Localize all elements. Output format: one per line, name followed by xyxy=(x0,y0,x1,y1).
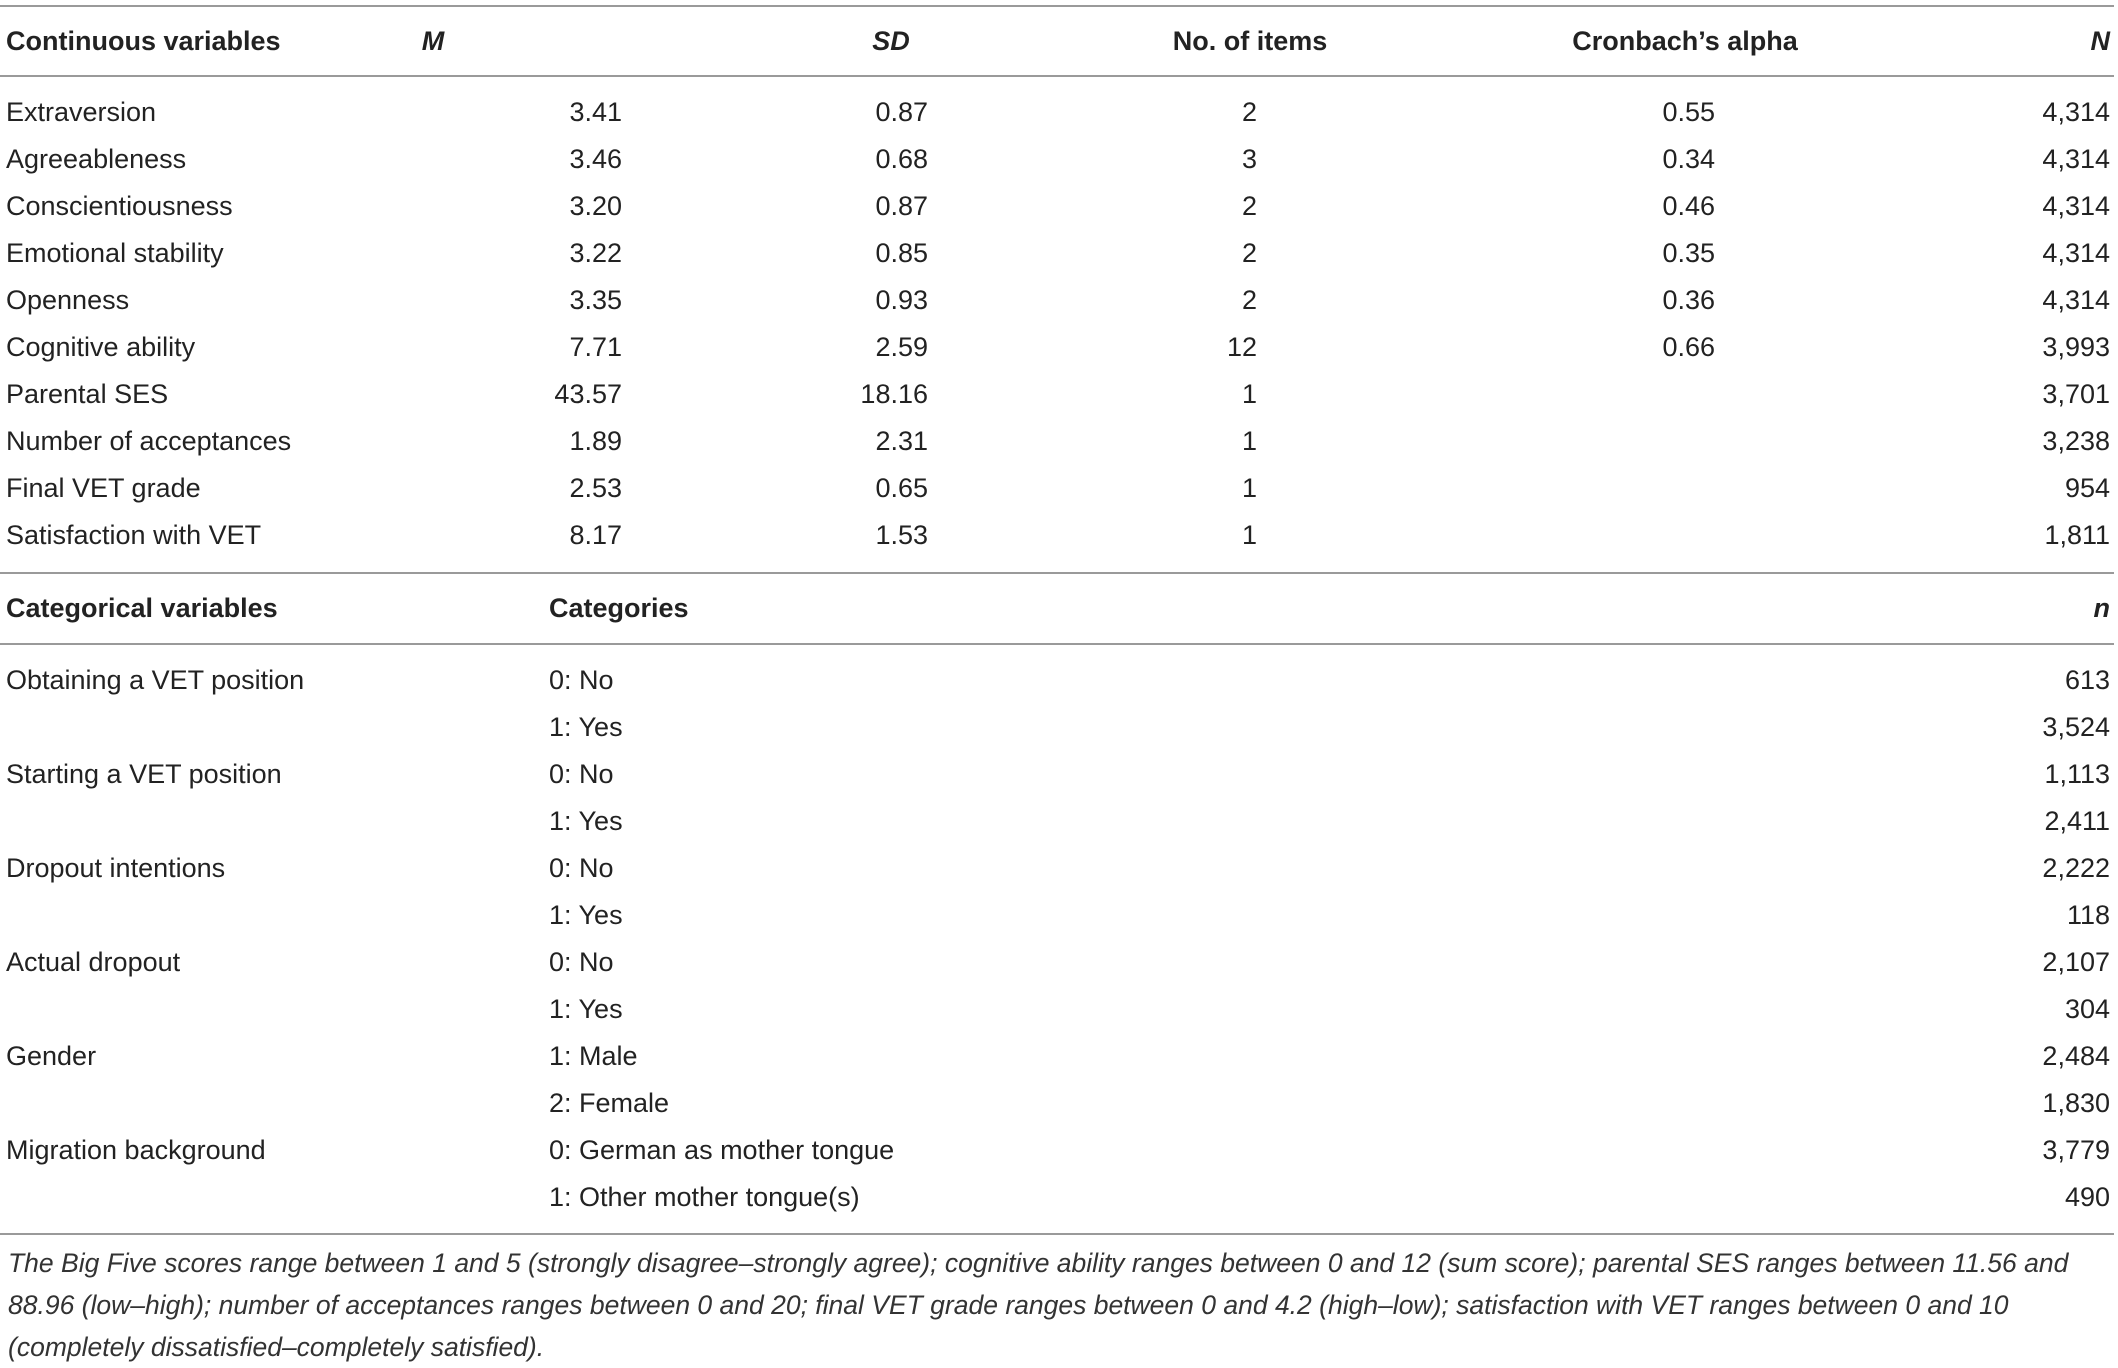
table-row xyxy=(0,704,2118,751)
n-value: 4,314 xyxy=(2042,238,2110,268)
mean-value: 43.57 xyxy=(554,379,622,409)
variable-name: Number of acceptances xyxy=(6,426,292,456)
mean-value: 3.41 xyxy=(569,97,622,127)
sd-value: 0.87 xyxy=(875,191,928,221)
alpha-value: 0.36 xyxy=(1662,285,1715,315)
table-row xyxy=(0,324,2118,371)
header-categorical-variables: Categorical variables xyxy=(6,593,278,623)
header-mean: M xyxy=(421,26,445,56)
variable-name: Starting a VET position xyxy=(6,759,282,789)
items-value: 1 xyxy=(1241,379,1257,409)
sd-value: 2.59 xyxy=(875,332,928,362)
table-row xyxy=(0,277,2118,324)
items-value: 3 xyxy=(1241,144,1257,174)
items-value: 1 xyxy=(1241,520,1257,550)
mean-value: 7.71 xyxy=(569,332,622,362)
n-value: 304 xyxy=(2064,994,2110,1024)
n-value: 2,411 xyxy=(2044,806,2110,836)
n-value: 3,701 xyxy=(2042,379,2110,409)
mean-value: 3.20 xyxy=(569,191,622,221)
table-row xyxy=(0,418,2118,465)
alpha-value: 0.34 xyxy=(1662,144,1715,174)
items-value: 2 xyxy=(1241,285,1257,315)
table-row xyxy=(0,1174,2118,1221)
alpha-value xyxy=(1500,371,1715,418)
header-categories: Categories xyxy=(549,593,689,623)
table-row xyxy=(0,371,2118,418)
category-value: 1: Male xyxy=(549,1041,638,1071)
variable-name: Parental SES xyxy=(6,379,169,409)
n-value: 2,222 xyxy=(2042,853,2110,883)
table-row xyxy=(0,136,2118,183)
variable-name: Extraversion xyxy=(6,97,157,127)
variable-name: Satisfaction with VET xyxy=(6,520,262,550)
n-value: 954 xyxy=(2064,473,2110,503)
n-value: 3,238 xyxy=(2042,426,2110,456)
items-value: 2 xyxy=(1241,97,1257,127)
category-value: 0: No xyxy=(549,853,614,883)
header-n: n xyxy=(2093,593,2110,623)
sd-value: 0.85 xyxy=(875,238,928,268)
alpha-value xyxy=(1500,465,1715,512)
sd-value: 0.87 xyxy=(875,97,928,127)
table-row xyxy=(0,657,2118,704)
sd-value: 2.31 xyxy=(875,426,928,456)
variable-name: Final VET grade xyxy=(6,473,201,503)
sd-value: 0.93 xyxy=(875,285,928,315)
sd-value: 0.68 xyxy=(875,144,928,174)
n-value: 490 xyxy=(2064,1182,2110,1212)
table-footnote: The Big Five scores range between 1 and 5 (strongly disagree–strongly agree); cognitive ability ranges between 0 and 12 (sum score); parental SES ranges between 11.56 and 88.96 (low–high); number of acceptances ranges between 0 and 20; final VET grade ranges between 0 and 4.2 (high–low); satisfaction with VET ranges between 0 and 10 (completely dissatisfied–completely satisfied). xyxy=(8,1248,2069,1362)
table-row xyxy=(0,89,2118,136)
variable-name: Agreeableness xyxy=(6,144,187,174)
variable-name: Dropout intentions xyxy=(6,853,226,883)
alpha-value xyxy=(1500,512,1715,559)
n-value: 4,314 xyxy=(2042,97,2110,127)
n-value: 3,524 xyxy=(2042,712,2110,742)
category-value: 0: No xyxy=(549,759,614,789)
alpha-value: 0.46 xyxy=(1662,191,1715,221)
category-value: 1: Yes xyxy=(549,806,623,836)
categorical-header-row xyxy=(0,573,2118,623)
alpha-value: 0.55 xyxy=(1662,97,1715,127)
n-value: 1,811 xyxy=(2044,520,2110,550)
n-value: 2,107 xyxy=(2042,947,2110,977)
table-row xyxy=(0,465,2118,512)
table-row xyxy=(0,939,2118,986)
table-row xyxy=(0,183,2118,230)
table-row xyxy=(0,892,2118,939)
n-value: 1,113 xyxy=(2044,759,2110,789)
items-value: 2 xyxy=(1241,238,1257,268)
table-row xyxy=(0,986,2118,1033)
mean-value: 3.22 xyxy=(569,238,622,268)
alpha-value: 0.66 xyxy=(1662,332,1715,362)
table-row xyxy=(0,798,2118,845)
mean-value: 3.35 xyxy=(569,285,622,315)
variable-name: Obtaining a VET position xyxy=(6,665,305,695)
mean-value: 8.17 xyxy=(569,520,622,550)
n-value: 3,993 xyxy=(2042,332,2110,362)
categorical-header-rule xyxy=(0,643,2114,645)
table-row xyxy=(0,230,2118,277)
n-value: 4,314 xyxy=(2042,285,2110,315)
variable-name: Migration background xyxy=(6,1135,266,1165)
mean-value: 2.53 xyxy=(569,473,622,503)
variable-name: Cognitive ability xyxy=(6,332,196,362)
table-row xyxy=(0,1127,2118,1174)
table-row xyxy=(0,751,2118,798)
n-value: 3,779 xyxy=(2042,1135,2110,1165)
n-value: 4,314 xyxy=(2042,191,2110,221)
sd-value: 0.65 xyxy=(875,473,928,503)
table-bottom-rule xyxy=(0,1233,2114,1235)
table-row xyxy=(0,1080,2118,1127)
header-no-of-items: No. of items xyxy=(1172,26,1328,56)
header-continuous-variables: Continuous variables xyxy=(6,26,281,56)
category-value: 1: Yes xyxy=(549,994,623,1024)
category-value: 0: German as mother tongue xyxy=(549,1135,895,1165)
sd-value: 18.16 xyxy=(860,379,928,409)
mean-value: 3.46 xyxy=(569,144,622,174)
n-value: 118 xyxy=(2066,900,2110,930)
variable-name: Emotional stability xyxy=(6,238,224,268)
items-value: 1 xyxy=(1241,473,1257,503)
variable-name: Actual dropout xyxy=(6,947,181,977)
category-value: 2: Female xyxy=(549,1088,670,1118)
n-value: 4,314 xyxy=(2042,144,2110,174)
header-cronbachs-alpha: Cronbach’s alpha xyxy=(1572,26,1798,56)
variable-name: Conscientiousness xyxy=(6,191,233,221)
alpha-value: 0.35 xyxy=(1662,238,1715,268)
header-sd: SD xyxy=(872,26,910,56)
category-value: 0: No xyxy=(549,947,614,977)
variable-name: Gender xyxy=(6,1041,97,1071)
sd-value: 1.53 xyxy=(875,520,928,550)
items-value: 2 xyxy=(1241,191,1257,221)
table-row xyxy=(0,845,2118,892)
category-value: 1: Yes xyxy=(549,712,623,742)
alpha-value xyxy=(1500,418,1715,465)
n-value: 2,484 xyxy=(2042,1041,2110,1071)
continuous-header-rule xyxy=(0,75,2114,77)
category-value: 1: Yes xyxy=(549,900,623,930)
continuous-header-row xyxy=(0,6,2118,56)
items-value: 1 xyxy=(1241,426,1257,456)
items-value: 12 xyxy=(1226,332,1257,362)
category-value: 0: No xyxy=(549,665,614,695)
header-n: N xyxy=(2090,26,2110,56)
n-value: 1,830 xyxy=(2042,1088,2110,1118)
variable-name: Openness xyxy=(6,285,130,315)
table-row xyxy=(0,1033,2118,1080)
n-value: 613 xyxy=(2064,665,2110,695)
table-row xyxy=(0,512,2118,559)
category-value: 1: Other mother tongue(s) xyxy=(549,1182,860,1212)
mean-value: 1.89 xyxy=(569,426,622,456)
